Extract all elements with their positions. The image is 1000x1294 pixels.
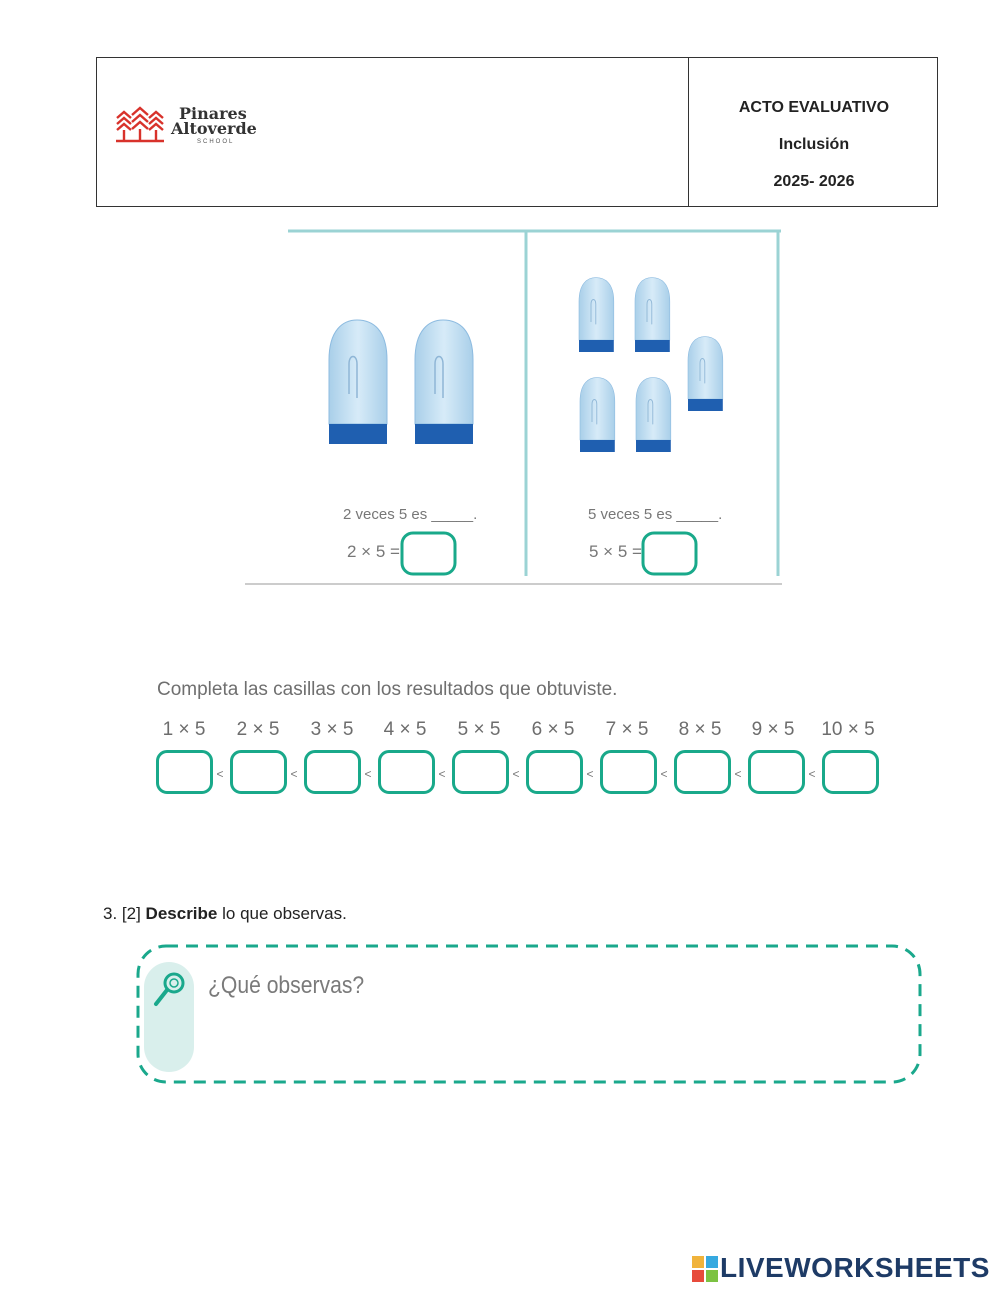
liveworksheets-brand: LIVEWORKSHEETS (720, 1252, 990, 1283)
liveworksheets-logo-icon (692, 1256, 718, 1282)
less-than-sign: < (660, 767, 668, 781)
expression-3x5: 3 × 5 (310, 719, 354, 740)
answer-box-10x5[interactable] (822, 750, 879, 794)
school-logo (115, 104, 275, 152)
school-name-line2: Altoverde (171, 119, 257, 138)
mittens-exercise (245, 228, 785, 588)
left-caption: 2 veces 5 es _____. (343, 506, 478, 523)
header-table (96, 57, 938, 207)
school-name-line1: Pinares (179, 104, 247, 123)
answer-input-5x5[interactable] (643, 533, 696, 574)
answer-input-2x5[interactable] (402, 533, 455, 574)
answer-box-7x5[interactable] (600, 750, 657, 794)
expression-5x5: 5 × 5 (457, 719, 501, 740)
expression-7x5: 7 × 5 (605, 719, 649, 740)
observation-answer-box[interactable] (136, 944, 922, 1086)
magnifier-icon (152, 970, 188, 1010)
completion-instruction: Completa las casillas con los resultados que obtuviste. (157, 679, 618, 700)
expression-1x5: 1 × 5 (162, 719, 206, 740)
less-than-sign: < (364, 767, 372, 781)
mittens-illustration (245, 228, 785, 588)
less-than-sign: < (734, 767, 742, 781)
pine-trees-icon (115, 106, 165, 146)
answer-box-6x5[interactable] (526, 750, 583, 794)
question-text: lo que observas. (222, 904, 347, 923)
answer-box-1x5[interactable] (156, 750, 213, 794)
expression-4x5: 4 × 5 (383, 719, 427, 740)
answer-box-2x5-row[interactable] (230, 750, 287, 794)
less-than-sign: < (808, 767, 816, 781)
expression-2x5: 2 × 5 (236, 719, 280, 740)
question-number: 3. [2] (103, 904, 141, 923)
observation-prompt: ¿Qué observas? (208, 972, 365, 999)
answer-box-3x5[interactable] (304, 750, 361, 794)
less-than-sign: < (512, 767, 520, 781)
evaluation-subtitle: Inclusión (778, 136, 850, 153)
evaluation-title: ACTO EVALUATIVO (738, 99, 890, 116)
answer-box-5x5-row[interactable] (452, 750, 509, 794)
expression-6x5: 6 × 5 (531, 719, 575, 740)
expression-10x5: 10 × 5 (821, 719, 875, 740)
right-caption: 5 veces 5 es _____. (588, 506, 723, 523)
question-verb: Describe (145, 904, 218, 923)
less-than-sign: < (586, 767, 594, 781)
expression-9x5: 9 × 5 (751, 719, 795, 740)
question-3 (103, 904, 347, 924)
answer-box-8x5[interactable] (674, 750, 731, 794)
school-year: 2025- 2026 (773, 173, 855, 190)
left-equation: 2 × 5 = (347, 542, 400, 561)
answer-box-9x5[interactable] (748, 750, 805, 794)
less-than-sign: < (216, 767, 224, 781)
right-equation: 5 × 5 = (589, 542, 642, 561)
less-than-sign: < (438, 767, 446, 781)
answer-box-4x5[interactable] (378, 750, 435, 794)
expression-8x5: 8 × 5 (678, 719, 722, 740)
less-than-sign: < (290, 767, 298, 781)
school-name-line3: SCHOOL (197, 139, 235, 145)
